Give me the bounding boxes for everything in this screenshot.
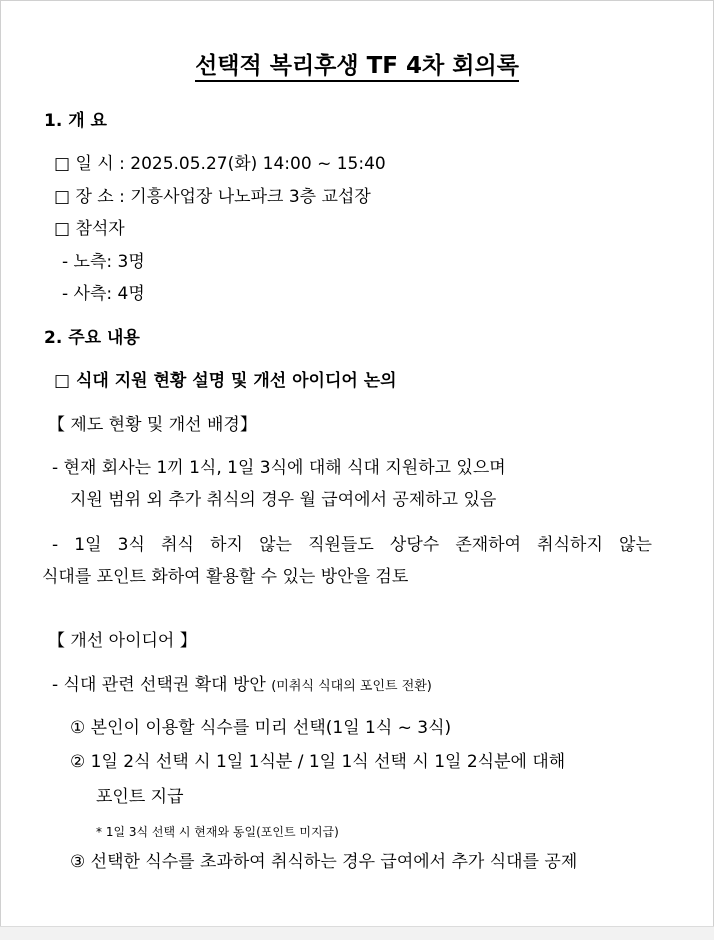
idea-item-2-line-1: ② 1일 2식 선택 시 1일 1식분 / 1일 1식 선택 시 1일 2식분에 대해: [70, 752, 566, 772]
idea-item-1: ① 본인이 이용할 식수를 미리 선택(1일 1식 ~ 3식): [70, 718, 452, 738]
meeting-place-line: □ 장 소 : 기흥사업장 나노파크 3층 교섭장: [54, 187, 371, 207]
idea-item-3: ③ 선택한 식수를 초과하여 취식하는 경우 급여에서 추가 식대를 공제: [70, 852, 578, 872]
section-2-heading: 2. 주요 내용: [44, 328, 140, 348]
word: 존재하여: [455, 535, 522, 555]
background-paragraph-1-line-1: - 현재 회사는 1끼 1식, 1일 3식에 대해 식대 지원하고 있으며: [52, 458, 506, 478]
meeting-date-line: □ 일 시 : 2025.05.27(화) 14:00 ~ 15:40: [54, 154, 386, 174]
word: 상당수: [389, 535, 440, 555]
word: 취식: [161, 535, 194, 555]
word: 하지: [210, 535, 243, 555]
main-topic: □ 식대 지원 현황 설명 및 개선 아이디어 논의: [54, 371, 397, 391]
page-footer-strip: [0, 926, 714, 940]
word: 1일: [74, 535, 102, 555]
attendees-labor: - 노측: 3명: [62, 252, 145, 272]
idea-main-note: (미취식 식대의 포인트 전환): [271, 679, 432, 694]
section-1-heading: 1. 개 요: [44, 111, 107, 131]
document-title: 선택적 복리후생 TF 4차 회의록: [0, 52, 714, 80]
word: 않는: [619, 535, 652, 555]
word: 않는: [259, 535, 292, 555]
background-heading: 【 제도 현황 및 개선 배경】: [48, 415, 257, 435]
background-paragraph-2-line-2: 식대를 포인트 화하여 활용할 수 있는 방안을 검토: [42, 567, 409, 587]
word: -: [52, 535, 59, 555]
word: 직원들도: [308, 535, 374, 555]
background-paragraph-2-line-1: [52, 535, 652, 555]
ideas-heading: 【 개선 아이디어 】: [48, 631, 197, 651]
idea-item-2-note: * 1일 3식 선택 시 현재와 동일(포인트 미지급): [96, 825, 339, 839]
word: 3식: [117, 535, 145, 555]
attendees-label: □ 참석자: [54, 219, 125, 239]
idea-item-2-line-2: 포인트 지급: [96, 787, 184, 807]
attendees-management: - 사측: 4명: [62, 284, 145, 304]
idea-main-line: [52, 675, 432, 697]
background-paragraph-1-line-2: 지원 범위 외 추가 취식의 경우 월 급여에서 공제하고 있음: [70, 490, 497, 510]
word: 취식하지: [537, 535, 603, 555]
idea-main-text: - 식대 관련 선택권 확대 방안: [52, 675, 266, 695]
